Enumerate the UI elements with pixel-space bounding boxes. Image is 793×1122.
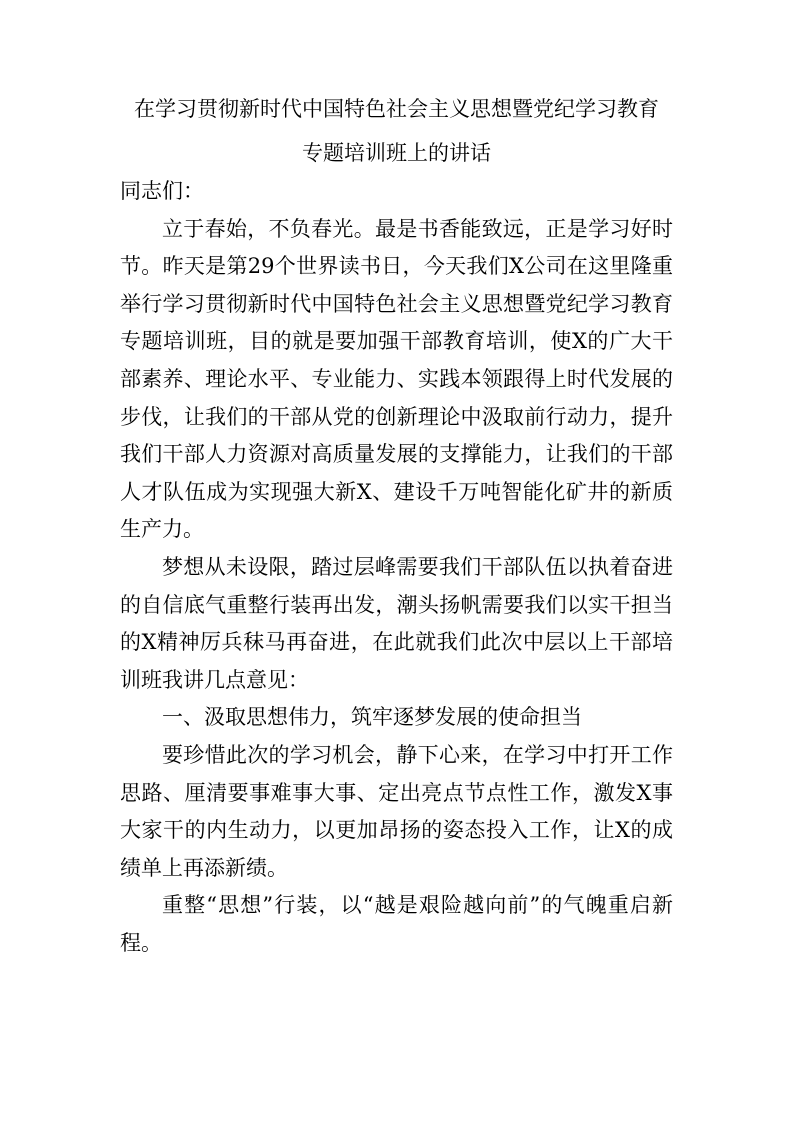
document-body	[120, 173, 673, 962]
paragraph-1: 立于春始，不负春光。最是书香能致远，正是学习好时节。昨天是第29个世界读书日，今天我们X公司在这里隆重举行学习贯彻新时代中国特色社会主义思想暨党纪学习教育专题培训班，目的就是要加强干部教育培训，使X的广大干部素养、理论水平、专业能力、实践本领跟得上时代发展的步伐，让我们的干部从党的创新理论中汲取前行动力，提升我们干部人力资源对高质量发展的支撑能力，让我们的干部人才队伍成为实现强大新X、建设千万吨智能化矿井的新质生产力。	[120, 216, 673, 542]
paragraph-2: 梦想从未设限，踏过层峰需要我们干部队伍以执着奋进的自信底气重整行装再出发，潮头扬帆需要我们以实干担当的X精神厉兵秣马再奋进，在此就我们此次中层以上干部培训班我讲几点意见：	[120, 554, 673, 692]
document-title-line-2: 专题培训班上的讲话	[302, 141, 491, 165]
paragraph-4: 重整“思想”行装，以“越是艰险越向前”的气魄重启新程。	[120, 893, 673, 955]
document-title-line-1: 在学习贯彻新时代中国特色社会主义思想暨党纪学习教育	[134, 97, 659, 121]
section-heading-1: 一、汲取思想伟力，筑牢逐梦发展的使命担当	[162, 705, 582, 730]
salutation: 同志们：	[120, 179, 204, 203]
paragraph-3: 要珍惜此次的学习机会，静下心来，在学习中打开工作思路、厘清要事难事大事、定出亮点节点性工作，激发X事大家干的内生动力，以更加昂扬的姿态投入工作，让X的成绩单上再添新绩。	[120, 742, 673, 880]
